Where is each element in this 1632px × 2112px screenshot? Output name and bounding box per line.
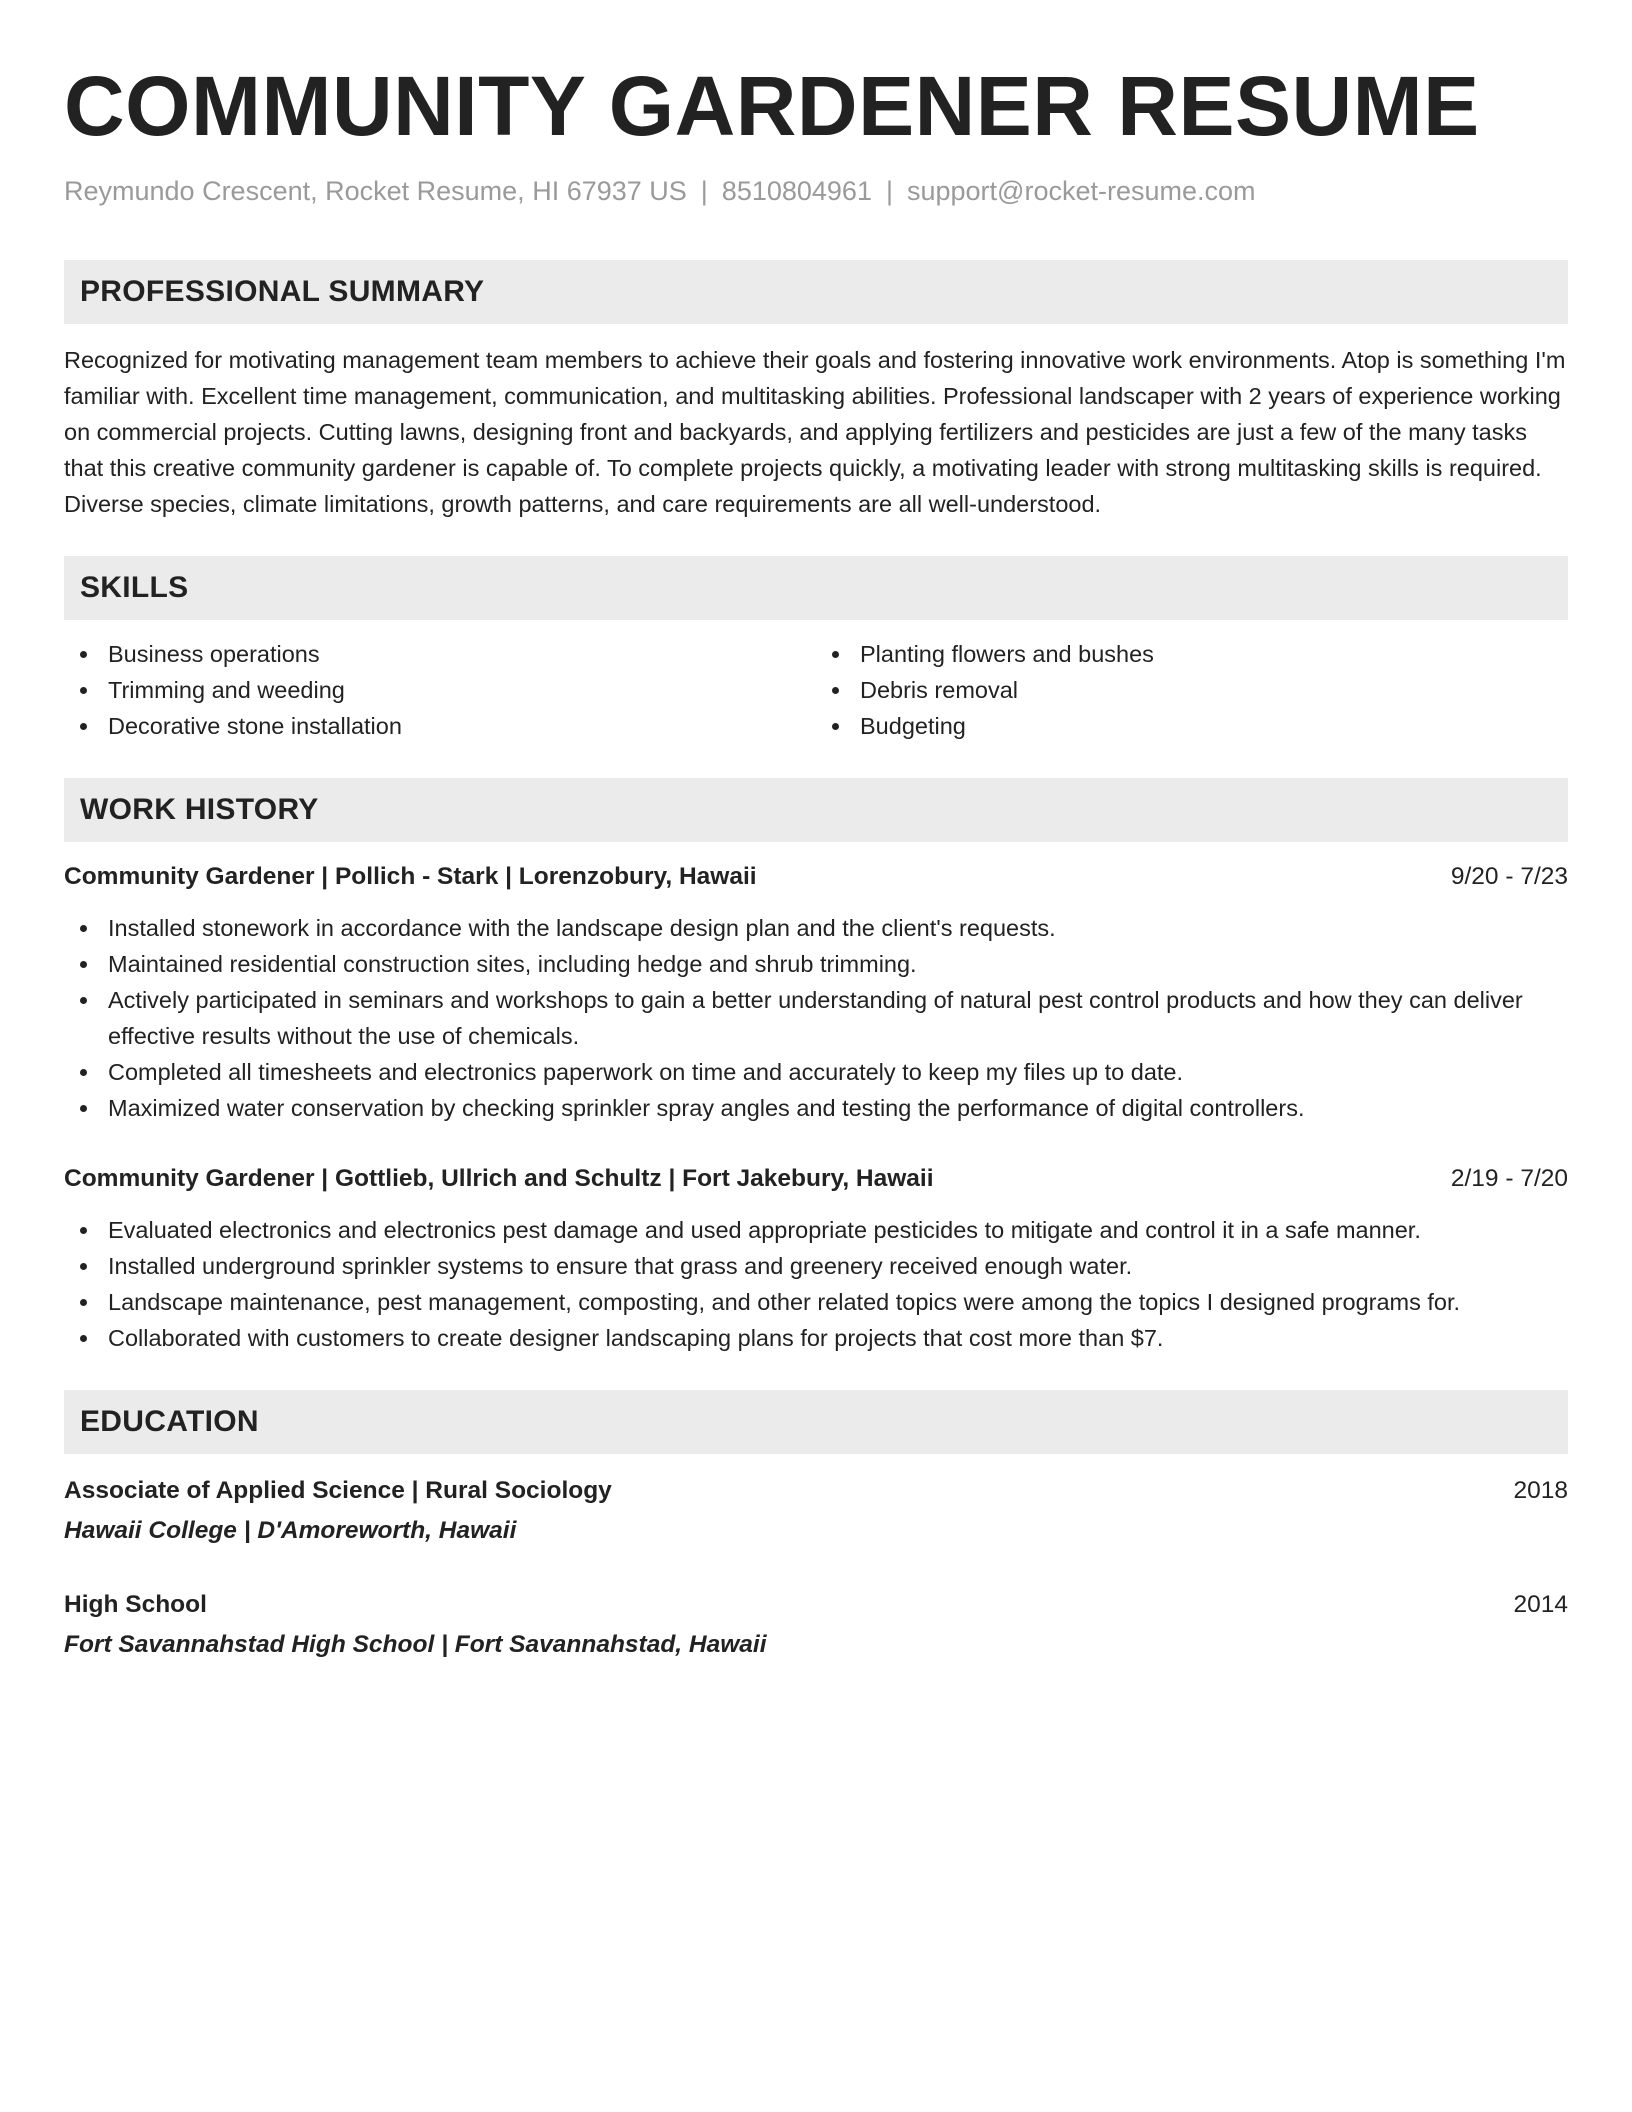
school-name: Fort Savannahstad High School | Fort Savannahstad, Hawaii [64, 1631, 767, 1658]
graduation-year: 2018 [1513, 1477, 1568, 1504]
job-bullet: Landscape maintenance, pest management, composting, and other related topics were among the topics I designed programs for. [64, 1284, 1568, 1320]
skill-item: Planting flowers and bushes [816, 636, 1568, 672]
section-title: PROFESSIONAL SUMMARY [80, 275, 485, 308]
job-bullet: Maintained residential construction sites, including hedge and shrub trimming. [64, 946, 1568, 982]
job-entry [64, 860, 1568, 1126]
education-entry [64, 1588, 1568, 1662]
job-bullet: Maximized water conservation by checking sprinkler spray angles and testing the performance of digital controllers. [64, 1090, 1568, 1126]
contact-line [64, 174, 1568, 208]
contact-address: Reymundo Crescent, Rocket Resume, HI 67937 US [64, 176, 687, 206]
job-title: Community Gardener | Gottlieb, Ullrich and Schultz | Fort Jakebury, Hawaii [64, 1165, 934, 1192]
section-header-work-history [64, 778, 1568, 842]
education-entry [64, 1474, 1568, 1548]
section-header-education [64, 1390, 1568, 1454]
summary-text: Recognized for motivating management team members to achieve their goals and fostering innovative work environments. Atop is something I'm familiar with. Excellent time management, communication, and multitasking abilities. Professional landscaper with 2 years of experience working on commercial projects. Cutting lawns, designing front and backyards, and applying fertilizers and pesticides are just a few of the many tasks that this creative community gardener is capable of. To complete projects quickly, a motivating leader with strong multitasking skills is required. Diverse species, climate limitations, growth patterns, and care requirements are all well-understood. [64, 347, 1566, 517]
graduation-year: 2014 [1513, 1591, 1568, 1618]
section-header-skills [64, 556, 1568, 620]
skills-column-right [816, 636, 1568, 744]
contact-separator: | [700, 176, 708, 206]
job-bullet: Collaborated with customers to create designer landscaping plans for projects that cost more than $7. [64, 1320, 1568, 1356]
skills-list [64, 636, 1568, 744]
job-dates: 2/19 - 7/20 [1450, 1165, 1568, 1192]
resume-title: COMMUNITY GARDENER RESUME [64, 59, 1480, 153]
job-bullet: Completed all timesheets and electronics paperwork on time and accurately to keep my files up to date. [64, 1054, 1568, 1090]
job-entry [64, 1162, 1568, 1356]
job-title: Community Gardener | Pollich - Stark | Lorenzobury, Hawaii [64, 863, 757, 890]
skills-column-left [64, 636, 816, 744]
section-header-summary [64, 260, 1568, 324]
skill-item: Business operations [64, 636, 816, 672]
degree: High School [64, 1591, 207, 1618]
job-bullet: Evaluated electronics and electronics pest damage and used appropriate pesticides to mitigate and control it in a safe manner. [64, 1212, 1568, 1248]
skill-item: Budgeting [816, 708, 1568, 744]
contact-phone: 8510804961 [721, 176, 872, 206]
job-bullets [64, 1212, 1568, 1356]
job-bullet: Installed stonework in accordance with the landscape design plan and the client's requests. [64, 910, 1568, 946]
section-title: WORK HISTORY [80, 793, 319, 826]
contact-email: support@rocket-resume.com [906, 176, 1256, 206]
degree: Associate of Applied Science | Rural Sociology [64, 1477, 612, 1504]
skill-item: Debris removal [816, 672, 1568, 708]
section-title: EDUCATION [80, 1405, 259, 1438]
job-bullet: Installed underground sprinkler systems to ensure that grass and greenery received enough water. [64, 1248, 1568, 1284]
job-bullet: Actively participated in seminars and workshops to gain a better understanding of natural pest control products and how they can deliver effective results without the use of chemicals. [64, 982, 1568, 1054]
skill-item: Trimming and weeding [64, 672, 816, 708]
section-title: SKILLS [80, 571, 189, 604]
contact-separator: | [885, 176, 893, 206]
job-bullets [64, 910, 1568, 1126]
skill-item: Decorative stone installation [64, 708, 816, 744]
job-dates: 9/20 - 7/23 [1450, 863, 1568, 890]
school-name: Hawaii College | D'Amoreworth, Hawaii [64, 1517, 517, 1544]
